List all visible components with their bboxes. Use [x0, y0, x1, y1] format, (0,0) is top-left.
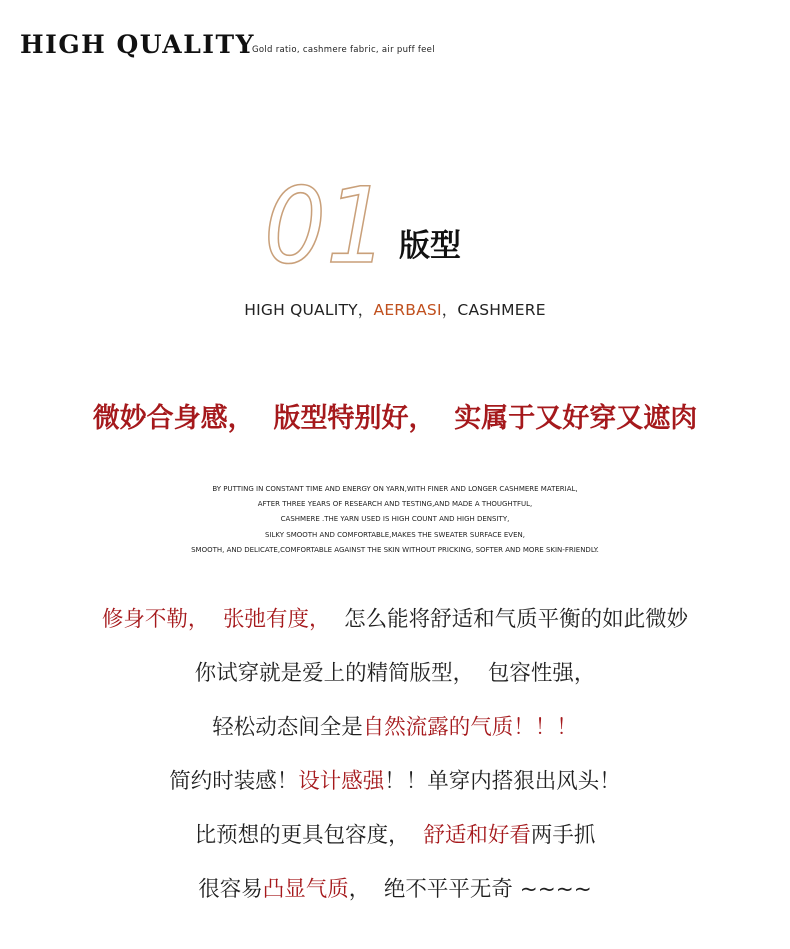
- copy-text: 两手抓: [530, 823, 596, 848]
- copy-highlight: 设计感强: [298, 769, 385, 794]
- description-line: AFTER THREE YEARS OF RESEARCH AND TESTING,AND MADE A THOUGHTFUL,: [257, 500, 533, 509]
- copy-line-5: [0, 816, 790, 870]
- copy-text: 怎么能将舒适和气质平衡的如此微妙: [330, 607, 689, 632]
- copy-highlight: 张弛有度，: [223, 607, 331, 632]
- copy-line-4: [0, 762, 790, 816]
- copy-text: 很容易: [198, 877, 263, 902]
- copy-text: ， 绝不平平无奇 ~~~~: [348, 877, 592, 902]
- copy-separator: [209, 607, 223, 632]
- copy-highlight: 自然流露的气质！！！: [362, 715, 578, 740]
- copy-line-3: [0, 708, 790, 762]
- description-block: [0, 482, 790, 558]
- brand-subtitle: Gold ratio, cashmere fabric, air puff feel: [252, 45, 435, 55]
- copy-highlight: 修身不勒，: [101, 607, 210, 632]
- tagline-brand: AERBASI: [373, 301, 442, 319]
- section-number-outline: [262, 172, 392, 272]
- copy-text: ！！单穿内搭狠出风头！: [384, 769, 621, 794]
- tagline-part2: ，CASHMERE: [441, 301, 546, 319]
- copy-text: 比预想的更具包容度，: [194, 823, 424, 848]
- section-title: 版型: [399, 228, 461, 264]
- description-line: SMOOTH, AND DELICATE,COMFORTABLE AGAINST THE SKIN WITHOUT PRICKING, SOFTER AND MORE SKIN-FRIENDLY.: [191, 545, 599, 554]
- section-number-text: 01: [264, 172, 388, 272]
- copy-line-2: [0, 654, 790, 708]
- description-line: SILKY SMOOTH AND COMFORTABLE,MAKES THE SWEATER SURFACE EVEN,: [265, 530, 525, 539]
- tagline: [0, 298, 790, 320]
- copy-block: [0, 600, 790, 924]
- tagline-part1: HIGH QUALITY，: [244, 301, 374, 319]
- copy-line-6: [0, 870, 790, 924]
- brand-title: HIGH QUALITY: [20, 30, 255, 59]
- header: [20, 30, 780, 66]
- headline: 微妙合身感， 版型特别好， 实属于又好穿又遮肉: [92, 403, 698, 434]
- copy-highlight: 凸显气质: [262, 877, 349, 902]
- copy-highlight: 舒适和好看: [423, 823, 531, 848]
- copy-text: 你试穿就是爱上的精简版型， 包容性强，: [194, 661, 596, 686]
- description-line: BY PUTTING IN CONSTANT TIME AND ENERGY ON YARN,WITH FINER AND LONGER CASHMERE MATERIAL,: [212, 485, 578, 493]
- copy-text: 轻松动态间全是: [212, 715, 363, 740]
- copy-text: 简约时装感！: [169, 769, 299, 794]
- description-line: CASHMERE .THE YARN USED IS HIGH COUNT AND HIGH DENSITY,: [280, 515, 510, 524]
- copy-line-1: [0, 600, 790, 654]
